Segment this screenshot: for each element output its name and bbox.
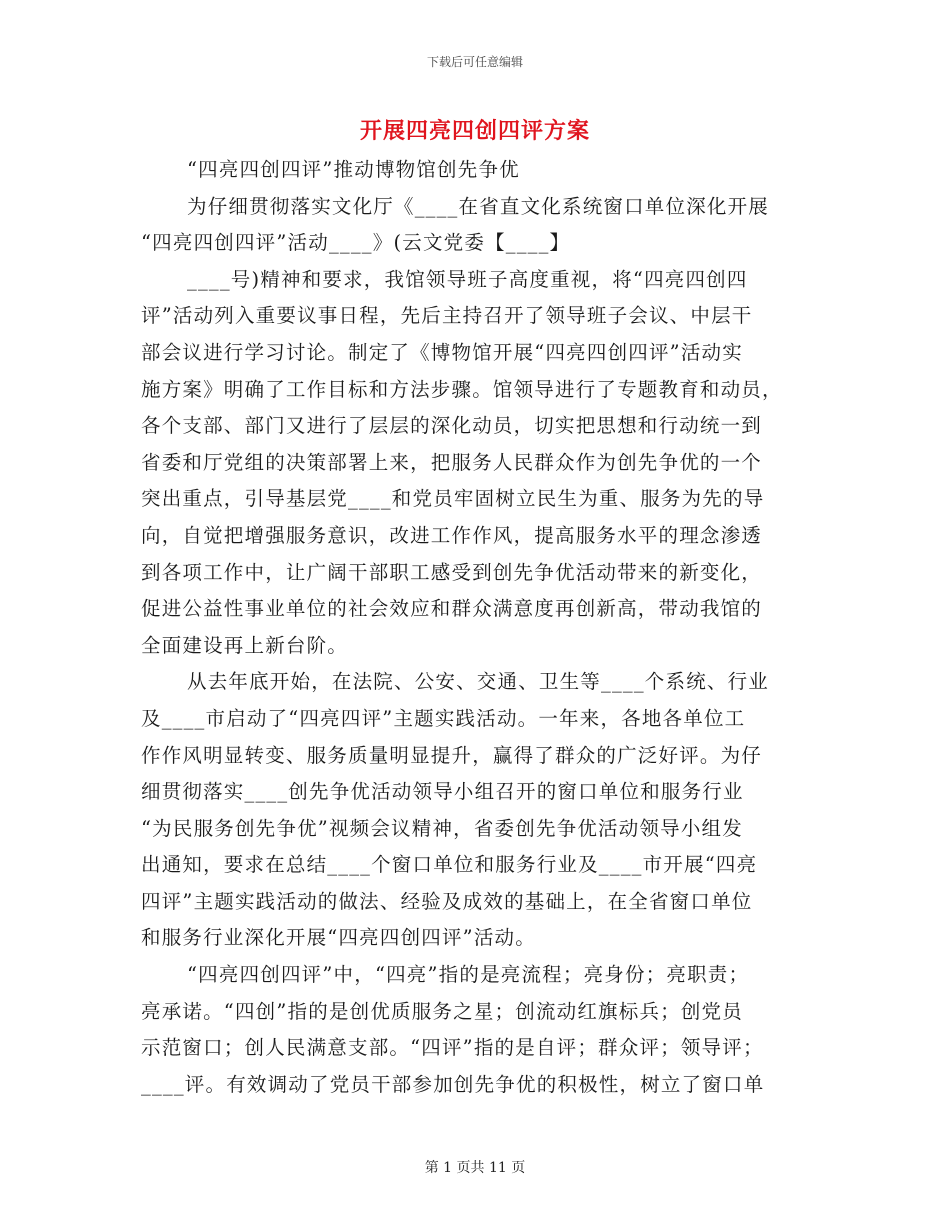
paragraph-line: ____评。有效调动了党员干部参加创先争优的积极性，树立了窗口单	[141, 1072, 765, 1096]
header-note: 下载后可任意编辑	[426, 55, 523, 69]
paragraph-line: 出通知，要求在总结____个窗口单位和服务行业及____市开展“四亮	[141, 853, 758, 877]
page-footer: 第 1 页共 11 页	[424, 1160, 526, 1176]
paragraph-line: 示范窗口；创人民满意支部。“四评”指的是自评；群众评；领导评；	[141, 1036, 764, 1060]
paragraph-line: ____号)精神和要求，我馆领导班子高度重视，将“四亮四创四	[187, 267, 748, 291]
paragraph-line: 向，自觉把增强服务意识，改进工作作风，提高服务水平的理念渗透	[141, 523, 763, 547]
paragraph-line: 部会议进行学习讨论。制定了《博物馆开展“四亮四创四评”活动实	[141, 340, 743, 364]
paragraph-line: 从去年底开始，在法院、公安、交通、卫生等____个系统、行业	[187, 670, 770, 694]
paragraph-line: “四亮四创四评”活动____》(云文党委【____】	[141, 231, 571, 255]
paragraph-line: 突出重点，引导基层党____和党员牢固树立民生为重、服务为先的导	[141, 487, 765, 511]
paragraph-line: 全面建设再上新台阶。	[141, 633, 349, 657]
paragraph-line: 到各项工作中，让广阔干部职工感受到创先争优活动带来的新变化，	[141, 560, 763, 584]
paragraph-line: 为仔细贯彻落实文化厅《____在省直文化系统窗口单位深化开展	[187, 194, 770, 218]
paragraph-line: 亮承诺。“四创”指的是创优质服务之星；创流动红旗标兵；创党员	[141, 999, 743, 1023]
paragraph-line: 各个支部、部门又进行了层层的深化动员，切实把思想和行动统一到	[141, 414, 763, 438]
paragraph-line: 省委和厅党组的决策部署上来，把服务人民群众作为创先争优的一个	[141, 450, 763, 474]
paragraph-line: 作作风明显转变、服务质量明显提升，赢得了群众的广泛好评。为仔	[141, 743, 763, 767]
paragraph-line: 及____市启动了“四亮四评”主题实践活动。一年来，各地各单位工	[141, 706, 746, 730]
paragraph-line: 四评”主题实践活动的做法、经验及成效的基础上，在全省窗口单位	[141, 889, 753, 913]
paragraph-line: “为民服务创先争优”视频会议精神，省委创先争优活动领导小组发	[141, 816, 743, 840]
document-title: 开展四亮四创四评方案	[359, 118, 590, 144]
paragraph-line: 和服务行业深化开展“四亮四创四评”活动。	[141, 926, 536, 950]
paragraph-line: 细贯彻落实____创先争优活动领导小组召开的窗口单位和服务行业	[141, 780, 744, 804]
paragraph-line: “四亮四创四评”中，“四亮”指的是亮流程；亮身份；亮职责；	[187, 963, 750, 987]
paragraph-line: 促进公益性事业单位的社会效应和群众满意度再创新高，带动我馆的	[141, 597, 763, 621]
paragraph-line: 评”活动列入重要议事日程，先后主持召开了领导班子会议、中层干	[141, 304, 753, 328]
document-body	[141, 152, 811, 1103]
paragraph-line: 施方案》明确了工作目标和方法步骤。馆领导进行了专题教育和动员，	[141, 377, 783, 401]
subtitle-line: “四亮四创四评”推动博物馆创先争优	[187, 158, 520, 181]
